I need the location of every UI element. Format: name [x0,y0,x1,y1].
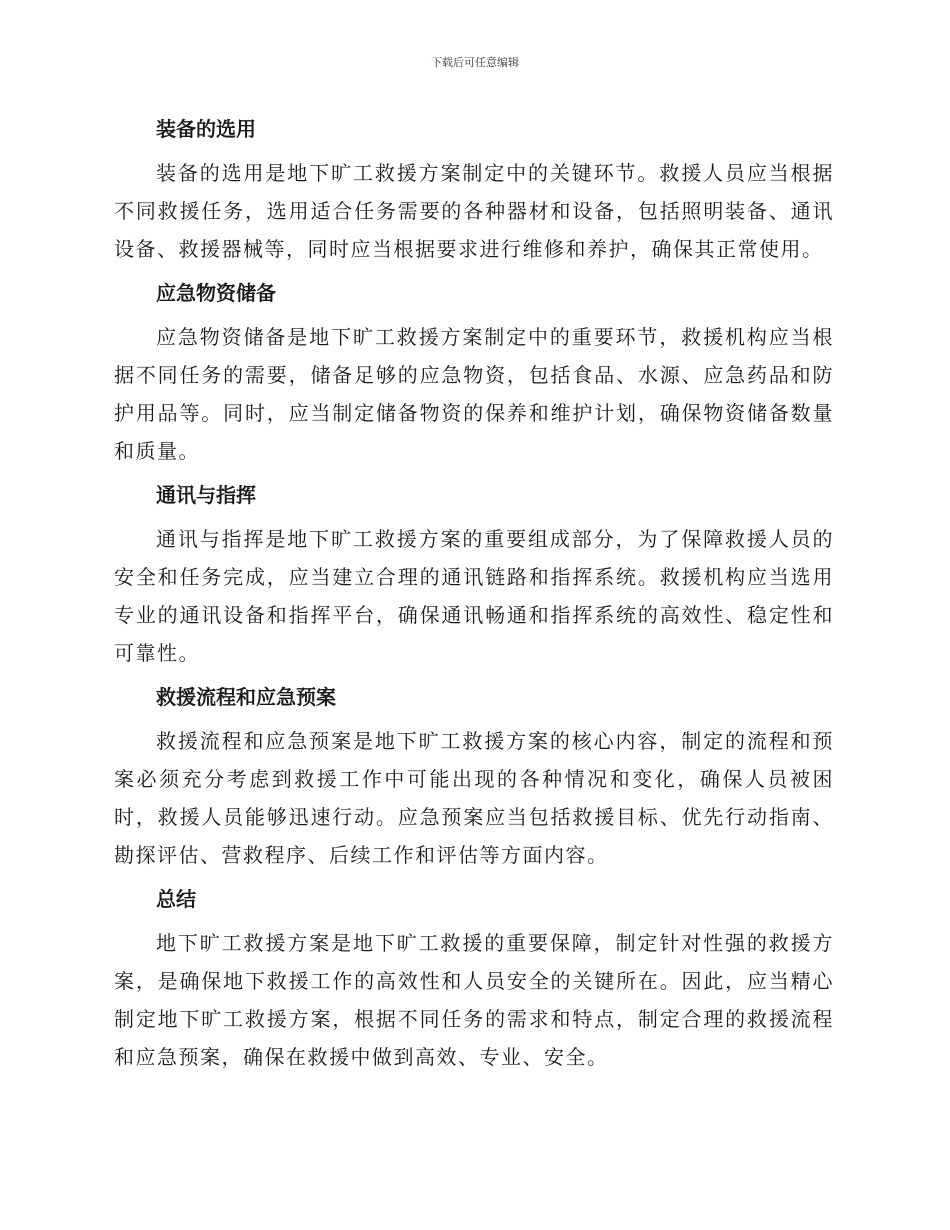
section-body-equipment: 装备的选用是地下旷工救援方案制定中的关键环节。救援人员应当根据不同救援任务，选用适合任务需要的各种器材和设备，包括照明装备、通讯设备、救援器械等，同时应当根据要求进行维修和养护，确保其正常使用。 [114,161,834,261]
section-body-rescue-process: 救援流程和应急预案是地下旷工救援方案的核心内容，制定的流程和预案必须充分考虑到救援工作中可能出现的各种情况和变化，确保人员被困时，救援人员能够迅速行动。应急预案应当包括救援目标、优先行动指南、勘探评估、营救程序、后续工作和评估等方面内容。 [114,729,834,867]
section-heading-equipment: 装备的选用 [156,117,256,141]
section-body-summary: 地下旷工救援方案是地下旷工救援的重要保障，制定针对性强的救援方案，是确保地下救援工作的高效性和人员安全的关键所在。因此，应当精心制定地下旷工救援方案，根据不同任务的需求和特点，制定合理的救援流程和应急预案，确保在救援中做到高效、专业、安全。 [114,931,834,1069]
section-heading-communication-command: 通讯与指挥 [156,483,256,507]
section-heading-emergency-supplies: 应急物资储备 [156,281,276,305]
section-body-communication-command: 通讯与指挥是地下旷工救援方案的重要组成部分，为了保障救援人员的安全和任务完成，应当建立合理的通讯链路和指挥系统。救援机构应当选用专业的通讯设备和指挥平台，确保通讯畅通和指挥系统的高效性、稳定性和可靠性。 [114,527,834,665]
page-header-note: 下载后可任意编辑 [431,56,519,69]
section-heading-rescue-process: 救援流程和应急预案 [156,685,336,709]
section-body-emergency-supplies: 应急物资储备是地下旷工救援方案制定中的重要环节，救援机构应当根据不同任务的需要，储备足够的应急物资，包括食品、水源、应急药品和防护用品等。同时，应当制定储备物资的保养和维护计划，确保物资储备数量和质量。 [114,325,834,463]
section-heading-summary: 总结 [156,887,196,911]
document-body [114,110,834,1082]
